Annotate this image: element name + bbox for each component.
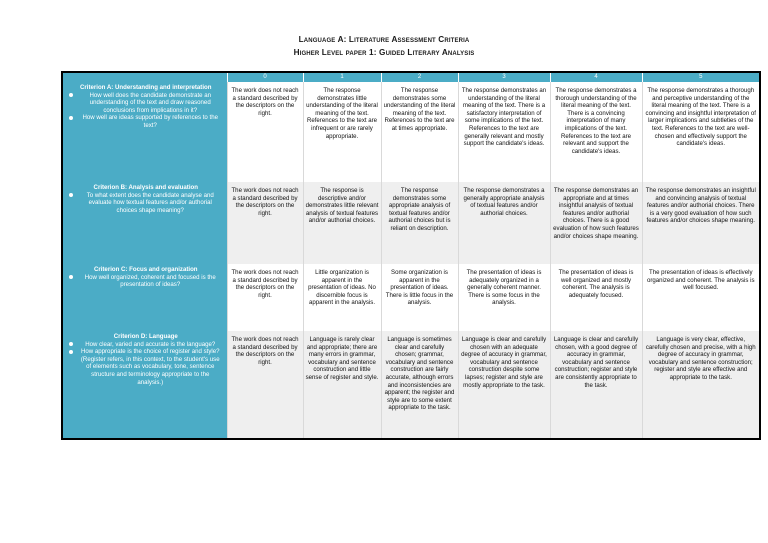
- criterion-row-a: [62, 82, 760, 182]
- bullet-icon: [69, 275, 73, 279]
- descriptor-cell: Language is rarely clear and appropriate; there are many errors in grammar, vocabulary and sentence construction and little sense of register and style.: [303, 331, 381, 439]
- descriptor-cell: The work does not reach a standard described by the descriptors on the right.: [227, 264, 303, 331]
- level-header-1: 1: [303, 72, 381, 82]
- descriptor-cell: The presentation of ideas is effectively organized and coherent. The analysis is well focused.: [642, 264, 760, 331]
- criterion-title: Criterion A: Understanding and interpretation: [80, 84, 212, 91]
- descriptor-cell: The response demonstrates a thorough and perceptive understanding of the literal meaning of the text. There is a convincing and insightful interpretation of larger implications and subtleties of the text. References to the text are well-chosen and effectively support the candidate's ideas.: [642, 82, 760, 182]
- descriptor-cell: The response demonstrates little understanding of the literal meaning of the text. References to the text are infrequent or are rarely appropriate.: [303, 82, 381, 182]
- level-header-5: 5: [642, 72, 760, 82]
- criterion-cell: [62, 82, 227, 182]
- descriptor-cell: The response demonstrates some appropriate analysis of textual features and/or authorial choices but is reliant on description.: [381, 182, 458, 264]
- descriptor-cell: Language is very clear, effective, carefully chosen and precise, with a high degree of accuracy in grammar, vocabulary and sentence construction; register and style are effective and appropriate to the task.: [642, 331, 760, 439]
- descriptor-cell: Language is sometimes clear and carefully chosen; grammar, vocabulary and sentence construction are fairly accurate, although errors and inconsistencies are apparent; the register and style are to some extent appropriate to the task.: [381, 331, 458, 439]
- document-title: Language A: Literature Assessment Criteria: [298, 35, 470, 44]
- bullet-icon: [69, 350, 73, 354]
- criterion-row-b: [62, 182, 760, 264]
- descriptor-cell: The response is descriptive and/or demonstrates little relevant analysis of textual features and/or authorial choices.: [303, 182, 381, 264]
- criterion-cell: [62, 264, 227, 331]
- header-corner-cell: [62, 72, 227, 82]
- level-header-3: 3: [458, 72, 550, 82]
- criterion-question: How well are ideas supported by references to the text?: [69, 114, 223, 129]
- level-header-4: 4: [550, 72, 642, 82]
- criterion-title: Criterion C: Focus and organization: [93, 266, 198, 273]
- level-header-2: 2: [381, 72, 458, 82]
- bullet-icon: [69, 342, 73, 346]
- document-subtitle: Higher Level paper 1: Guided Literary Analysis: [293, 48, 475, 57]
- descriptor-cell: The work does not reach a standard described by the descriptors on the right.: [227, 82, 303, 182]
- descriptor-cell: The response demonstrates some understanding of the literal meaning of the text. References to the text are at times appropriate.: [381, 82, 458, 182]
- descriptor-cell: The work does not reach a standard described by the descriptors on the right.: [227, 182, 303, 264]
- criterion-question: How well organized, coherent and focused is the presentation of ideas?: [69, 274, 223, 289]
- criterion-question: How well does the candidate demonstrate an understanding of the text and draw reasoned conclusions from implications in it?: [69, 92, 223, 115]
- criterion-title: Criterion B: Analysis and evaluation: [93, 184, 198, 191]
- descriptor-cell: Little organization is apparent in the presentation of ideas. No discernible focus is apparent in the analysis.: [303, 264, 381, 331]
- criterion-cell: [62, 331, 227, 439]
- bullet-icon: [69, 116, 73, 120]
- criterion-title: Criterion D: Language: [113, 333, 178, 340]
- level-header-row: [62, 72, 760, 82]
- criterion-row-d: [62, 331, 760, 439]
- criterion-cell: [62, 182, 227, 264]
- criterion-question: To what extent does the candidate analyse and evaluate how textual features and/or authorial choices shape meaning?: [69, 192, 223, 215]
- descriptor-cell: The response demonstrates a generally appropriate analysis of textual features and/or authorial choices.: [458, 182, 550, 264]
- assessment-criteria-table: [61, 71, 761, 440]
- descriptor-cell: The presentation of ideas is well organized and mostly coherent. The analysis is adequately focused.: [550, 264, 642, 331]
- descriptor-cell: The response demonstrates a thorough understanding of the literal meaning of the text. There is a convincing interpretation of many implications of the text. References to the text are relevant and support the candidate's ideas.: [550, 82, 642, 182]
- descriptor-cell: The work does not reach a standard described by the descriptors on the right.: [227, 331, 303, 439]
- level-header-0: 0: [227, 72, 303, 82]
- descriptor-cell: The presentation of ideas is adequately organized in a generally coherent manner. There is some focus in the analysis.: [458, 264, 550, 331]
- criterion-question: How appropriate is the choice of register and style? (Register refers, in this context, to the student's use of elements such as vocabulary, tone, sentence structure and terminology appropriate to the analysis.): [69, 348, 223, 386]
- descriptor-cell: Some organization is apparent in the presentation of ideas. There is little focus in the analysis.: [381, 264, 458, 331]
- descriptor-cell: The response demonstrates an understanding of the literal meaning of the text. There is a satisfactory interpretation of some implications of the text. References to the text are generally relevant and mostly support the candidate's ideas.: [458, 82, 550, 182]
- criterion-row-c: [62, 264, 760, 331]
- bullet-icon: [69, 193, 73, 197]
- descriptor-cell: Language is clear and carefully chosen, with a good degree of accuracy in grammar, vocabulary and sentence construction; register and style are consistently appropriate to the task.: [550, 331, 642, 439]
- descriptor-cell: The response demonstrates an insightful and convincing analysis of textual features and/or authorial choices. There is a very good evaluation of how such features and/or choices shape meaning.: [642, 182, 760, 264]
- bullet-icon: [69, 93, 73, 97]
- descriptor-cell: The response demonstrates an appropriate and at times insightful analysis of textual features and/or authorial choices. There is a good evaluation of how such features and/or choices shape meaning.: [550, 182, 642, 264]
- document-header: [0, 33, 768, 59]
- criterion-question: How clear, varied and accurate is the language?: [69, 341, 223, 349]
- descriptor-cell: Language is clear and carefully chosen with an adequate degree of accuracy in grammar, vocabulary and sentence construction despite some lapses; register and style are mostly appropriate to the task.: [458, 331, 550, 439]
